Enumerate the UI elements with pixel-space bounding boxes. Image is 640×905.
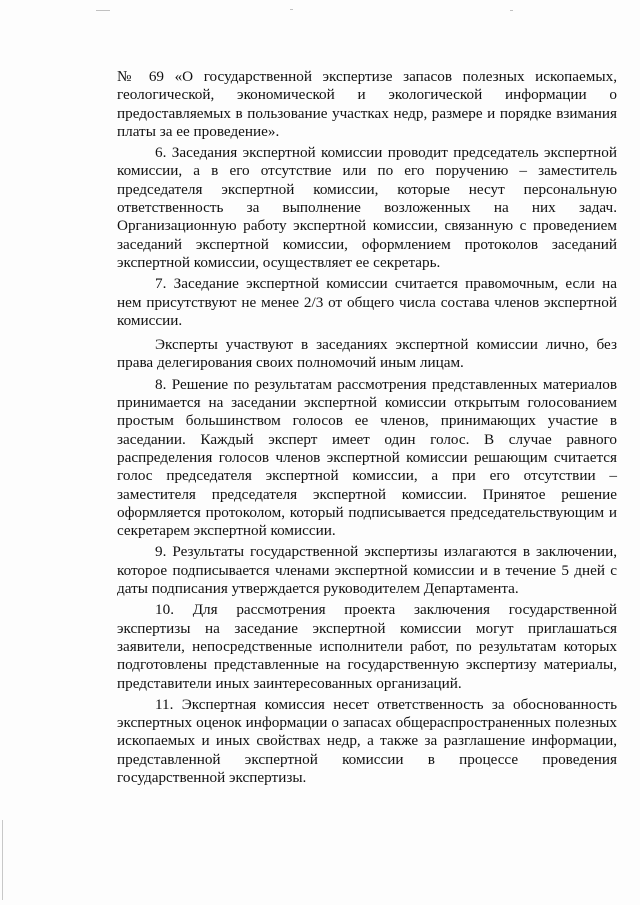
paragraph-decree-reference: № 69 «О государственной экспертизе запасов полезных ископаемых, геологической, экономической и экологической информации о предоставляемых в пользование участках недр, размере и порядке взимания платы за ее проведение». bbox=[117, 68, 617, 140]
paragraph-item-10: 10. Для рассмотрения проекта заключения государственной экспертизы на заседание экспертной комиссии могут приглашаться заявители, непосредственные исполнители работ, по результатам которых подготовлены представленные на государственную экспертизу материалы, представители иных заинтересованных организаций. bbox=[117, 601, 617, 692]
document-body bbox=[117, 68, 617, 787]
paragraph-item-11: 11. Экспертная комиссия несет ответственность за обоснованность экспертных оценок информации о запасах общераспространенных полезных ископаемых и иных свойствах недр, а также за разглашение информации, представленной экспертной комиссии в процессе проведения государственной экспертизы. bbox=[117, 695, 617, 786]
paragraph-item-8: 8. Решение по результатам рассмотрения представленных материалов принимается на заседании экспертной комиссии открытым голосованием простым большинством голосов ее членов, принимающих участие в заседании. Каждый эксперт имеет один голос. В случае равного распределения голосов членов экспертной комиссии решающим считается голос председателя экспертной комиссии, а при его отсутствии – заместителя председателя экспертной комиссии. Принятое решение оформляется протоколом, который подписывается председательствующим и секретарем экспертной комиссии. bbox=[117, 375, 617, 540]
paragraph-item-6: 6. Заседания экспертной комиссии проводит председатель экспертной комиссии, а в его отсутствие или по его поручению – заместитель председателя экспертной комиссии, которые несут персональную ответственность за выполнение возложенных на них задач. Организационную работу экспертной комиссии, связанную с проведением заседаний экспертной комиссии, оформлением протоколов заседаний экспертной комиссии, осуществляет ее секретарь. bbox=[117, 144, 617, 271]
scan-edge-line bbox=[2, 820, 3, 900]
paragraph-item-7: 7. Заседание экспертной комиссии считается правомочным, если на нем присутствуют не менее 2/3 от общего числа состава членов экспертной комиссии. bbox=[117, 275, 617, 329]
paragraph-item-9: 9. Результаты государственной экспертизы излагаются в заключении, которое подписывается членами экспертной комиссии и в течение 5 дней с даты подписания утверждается руководителем Департамента. bbox=[117, 543, 617, 598]
scan-artifact-mark bbox=[96, 10, 110, 11]
paragraph-experts-participation: Эксперты участвуют в заседаниях экспертной комиссии лично, без права делегирования своих полномочий иным лицам. bbox=[117, 336, 617, 372]
scan-artifact-mark bbox=[290, 9, 293, 10]
scan-artifact-mark bbox=[510, 10, 513, 11]
